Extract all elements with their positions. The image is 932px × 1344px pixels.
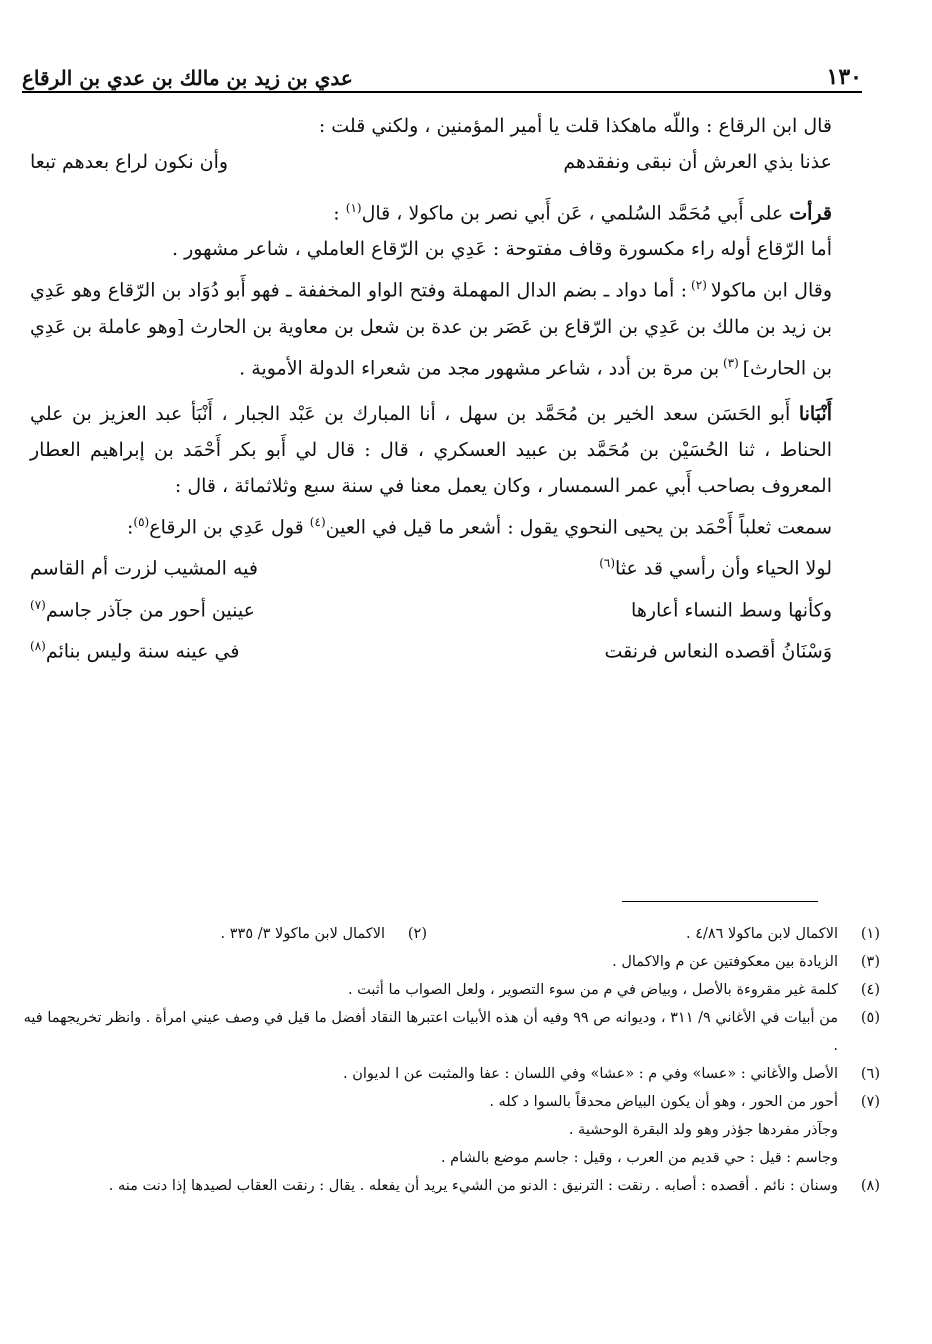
page-header — [22, 50, 862, 90]
footnote-5 — [22, 1004, 880, 1060]
header-rule — [22, 91, 862, 93]
samitu-text-1: سمعت ثعلباً أَحْمَد بن يحيى النحوي يقول : أشعر ما قيل في العين — [325, 516, 832, 539]
poem-first-hemistich: وَسْنَانُ أقصده النعاس فرنقت — [604, 640, 832, 663]
poem-first-hemistich: لولا الحياء وأن رأسي قد عثا$^{(٦)}$ — [599, 556, 832, 580]
footnote-ref-5: (٥) — [133, 514, 150, 529]
ibn-makula-text-3: بن مرة بن أدد ، شاعر مشهور مجد من شعراء الدولة الأموية . — [239, 356, 720, 379]
poem-second-hemistich: فيه المشيب لزرت أم القاسم — [30, 557, 258, 580]
verse-second-hemistich: وأن نكون لراع بعدهم تبعا — [30, 151, 229, 173]
footnote-2 — [22, 920, 427, 948]
ibn-makula-text-1: وقال ابن ماكولا — [710, 279, 833, 302]
footnote-4 — [22, 976, 880, 1004]
samitu-paragraph — [30, 504, 832, 545]
qara-text: على أَبي مُحَمَّد السُلمي ، عَن أَبي نصر بن ماكولا ، قال — [361, 202, 790, 225]
footnote-ref-1: (١) — [345, 201, 362, 215]
anbana-keyword: أَنْبَانا — [798, 402, 832, 425]
footnote-text: كلمة غير مقروءة بالأصل ، وبياض في م من سوء التصوير ، ولعل الصواب ما أثبت . — [347, 982, 838, 998]
footnote-6 — [22, 1060, 880, 1088]
poem-first-hemistich: وكأنها وسط النساء أعارها — [631, 598, 832, 621]
amma-paragraph: أما الرّقاع أوله راء مكسورة وقاف مفتوحة : عَدِي بن الرّقاع العاملي ، شاعر مشهور . — [172, 238, 832, 261]
footnote-7 — [22, 1088, 880, 1116]
footnote-rule — [622, 901, 818, 902]
verse-line — [30, 144, 832, 180]
running-title: عدي بن زيد بن مالك بن عدي بن الرقاع — [22, 66, 353, 90]
footnote-number: (٢) — [407, 926, 427, 942]
footnote-text: الأصل والأغاني : «عسا» وفي م : «عشا» وفي اللسان : عفا والمثبت عن ا لديوان . — [343, 1066, 838, 1082]
poem-verse — [30, 587, 832, 628]
page-number: ١٣٠ — [826, 64, 862, 90]
footnote-text: الاكمال لابن ماكولا ٣/ ٣٣٥ . — [220, 926, 385, 942]
footnote-7-continued — [22, 1116, 838, 1144]
ibn-makula-paragraph — [30, 267, 832, 386]
qara-paragraph — [30, 190, 832, 231]
footnote-text: الاكمال لابن ماكولا ٤/٨٦ . — [685, 926, 838, 942]
anbana-text: أَبو الحَسَن سعد الخير بن مُحَمَّد بن سهل ، أنا المبارك بن عَبْد الجبار ، أَنْبَأ عبد العزيز بن علي الحناط ، ثنا الحُسَيْن بن مُحَمَّد بن عبيد العسكري ، قال : قال لي أَبو بكر أَحْمَد بن إبراهيم العطار المعروف بصاحب أَبي عمر السمسار ، وكان يعمل معنا في سنة سبع وثلاثمائة ، قال : — [30, 402, 832, 497]
verse-first-hemistich: عذنا بذي العرش أن نبقى ونفقدهم — [563, 151, 832, 173]
footnote-row — [22, 920, 880, 948]
footnote-number: (٤) — [860, 982, 880, 998]
poem-verse — [30, 628, 832, 669]
footnote-1 — [427, 920, 880, 948]
main-text — [30, 108, 832, 669]
footnote-number: (٣) — [860, 954, 880, 970]
anbana-paragraph — [30, 396, 832, 504]
footnote-number: (١) — [860, 926, 880, 942]
samitu-text-3: : — [127, 516, 134, 539]
footnotes — [22, 920, 880, 1200]
footnote-text: من أبيات في الأغاني ٩/ ٣١١ ، وديوانه ص ٩٩ وفيه أن هذه الأبيات اعتبرها النقاد أفضل ما قيل في وصف عيني امرأة . وانظر تخريجهما فيه . — [23, 1010, 838, 1054]
poem-verse — [30, 545, 832, 586]
footnote-text: وسنان : نائم . أقصده : أصابه . رنقت : الترنيق : الدنو من الشيء يريد أن يفعله . يقال : رنقت العقاب لصيدها إذا دنت منه . — [108, 1178, 838, 1194]
footnote-ref-6: (٦) — [599, 556, 616, 571]
footnote-text: أحور من الحور ، وهو أن يكون البياض محدقاً بالسوا د كله . — [489, 1094, 838, 1110]
poem-second-hemistich: عينين أحور من جآذر جاسم$^{(٧)}$ — [30, 597, 255, 621]
qara-keyword: قرأت — [789, 202, 832, 225]
footnote-number: (٧) — [860, 1094, 880, 1110]
footnote-3 — [22, 948, 880, 976]
ibn-makula-text-2: : أما دواد ـ بضم الدال المهملة وفتح الواو المخففة ـ فهو أَبو دُوَاد بن الرّقاع وهو عَدِي بن زيد بن مالك بن عَدِي بن الرّقاع بن عَصَر بن عدة بن شعل بن معاوية بن الحارث [وهو عاملة بن عَدِي بن الحارث] — [30, 279, 832, 379]
footnote-text: وجاسم : قيل : حي قديم من العرب ، وقيل : جاسم موضع بالشام . — [440, 1150, 838, 1166]
footnote-ref-8: (٨) — [30, 638, 46, 653]
footnote-ref-2: (٢) — [687, 278, 711, 293]
intro-paragraph: قال ابن الرقاع : واللّه ماهكذا قلت يا أمير المؤمنين ، ولكني قلت : — [318, 115, 832, 137]
footnote-text: الزيادة بين معكوفتين عن م والاكمال . — [612, 954, 838, 970]
footnote-7-continued — [22, 1144, 838, 1172]
poem — [30, 545, 832, 669]
footnote-ref-4: (٤) — [309, 514, 326, 529]
qara-end: : — [333, 202, 346, 225]
footnote-8 — [22, 1172, 880, 1200]
samitu-text-2: قول عَدِي بن الرقاع — [149, 516, 310, 539]
footnote-ref-7: (٧) — [30, 597, 46, 612]
footnote-number: (٨) — [860, 1178, 880, 1194]
poem-second-hemistich: في عينه سنة وليس بنائم$^{(٨)}$ — [30, 638, 240, 663]
footnote-number: (٦) — [860, 1066, 880, 1082]
footnote-number: (٥) — [860, 1010, 880, 1026]
footnote-text: وجآذر مفردها جؤذر وهو ولد البقرة الوحشية . — [568, 1122, 838, 1138]
footnote-ref-3: (٣) — [719, 355, 743, 370]
